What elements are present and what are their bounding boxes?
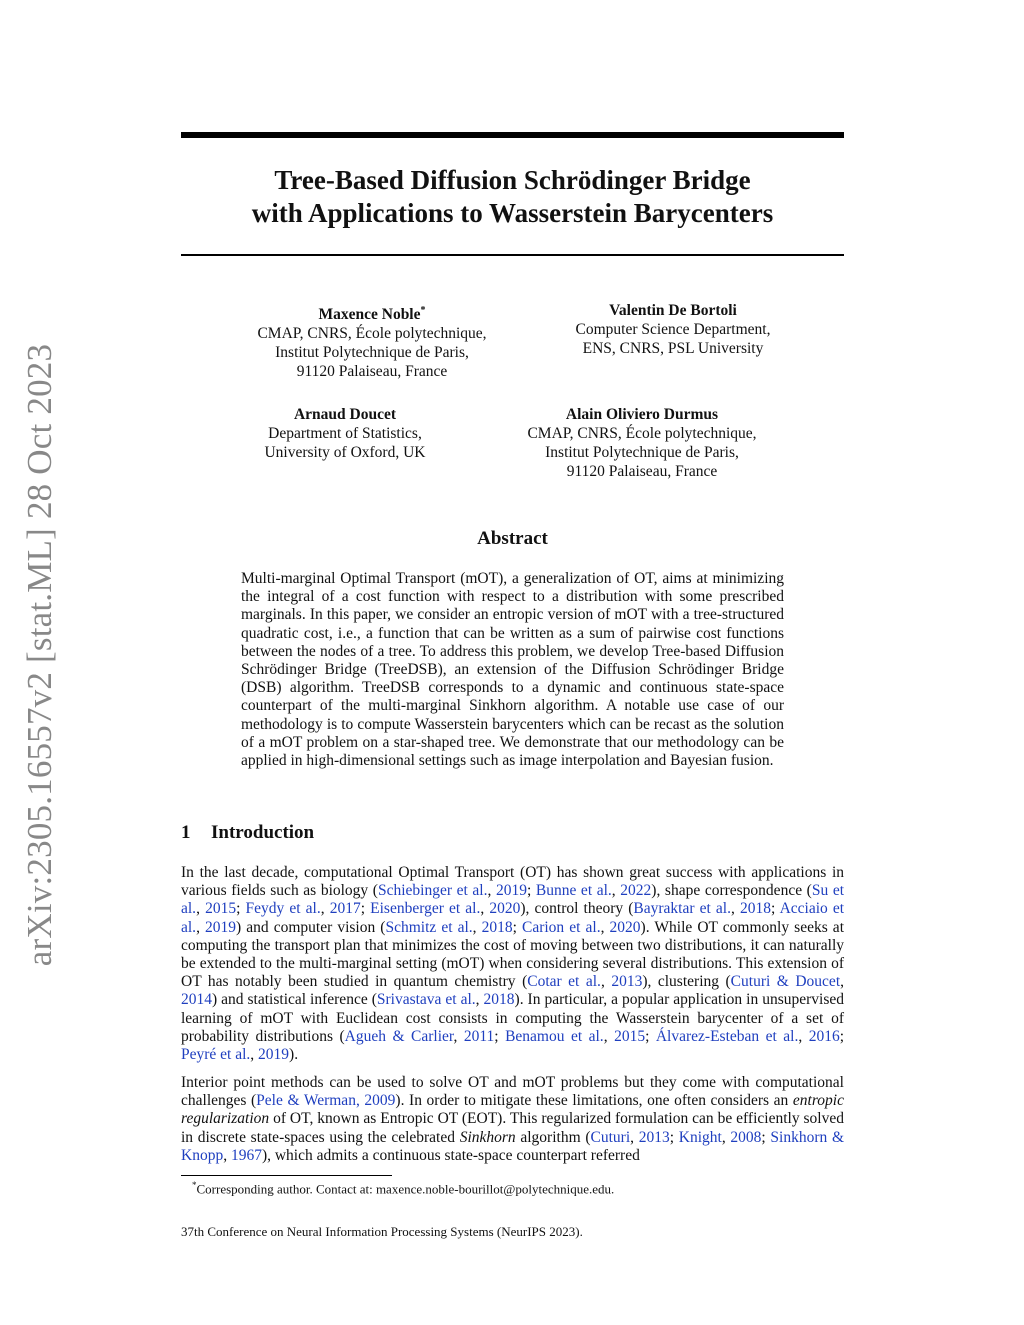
citation-link[interactable]: 2019 — [205, 918, 237, 936]
author-name: Alain Oliviero Durmus — [565, 406, 719, 423]
author-affiliation: University of Oxford, UK — [264, 444, 426, 461]
author-name: Maxence Noble* — [318, 305, 426, 324]
body-text: ) and computer vision ( — [236, 918, 386, 936]
body-text: ). In particular, a popular application in unsupervised learning of mOT with Euclidean cost consists in computing the Wasserstein barycenter of a set of probability distributions ( — [181, 991, 844, 1045]
body-text: , — [223, 1146, 231, 1164]
body-text: , — [475, 991, 484, 1009]
title-rule-bottom — [181, 254, 844, 256]
body-text: ; — [526, 882, 536, 900]
citation-link[interactable]: Cuturi & Doucet — [730, 973, 841, 991]
citation-link[interactable]: Agueh & Carlier — [344, 1027, 454, 1045]
section-heading — [181, 822, 314, 844]
citation-link[interactable]: 2008 — [730, 1128, 762, 1146]
body-text: ), clustering ( — [642, 973, 731, 991]
abstract-heading: Abstract — [477, 528, 548, 549]
citation-link[interactable]: 2013 — [611, 973, 643, 991]
body-text: , — [196, 900, 206, 918]
author-affiliation: Computer Science Department, — [575, 321, 771, 338]
citation-link[interactable]: 2013 — [638, 1128, 670, 1146]
citation-link[interactable]: Srivastava et al. — [376, 991, 476, 1009]
body-text: , — [721, 1128, 731, 1146]
emphasis-text: Sinkhorn — [459, 1128, 516, 1146]
body-text: , — [630, 1128, 639, 1146]
body-text: , — [480, 900, 490, 918]
body-text: , — [196, 918, 206, 936]
citation-link[interactable]: 2011 — [463, 1027, 495, 1045]
body-text: , — [731, 900, 740, 918]
intro-paragraph-2 — [181, 1074, 844, 1165]
citation-link[interactable]: 2015 — [614, 1027, 646, 1045]
citation-link[interactable]: Sinkhorn & Knopp — [181, 1128, 845, 1164]
body-text: , — [603, 1027, 615, 1045]
body-text: , — [472, 918, 482, 936]
author-affiliation: CMAP, CNRS, École polytechnique, — [527, 425, 757, 442]
citation-link[interactable]: Schiebinger et al. — [377, 882, 488, 900]
body-text: ), shape correspondence ( — [651, 882, 812, 900]
body-text: , — [840, 973, 844, 991]
citation-link[interactable]: 2018 — [483, 991, 515, 1009]
abstract-text: Multi-marginal Optimal Transport (mOT), a generalization of OT, aims at minimizing the integral of a cost function with respect to a distribution with some prescribed marginals. In this paper, we consider an entropic version of mOT with a tree-structured quadratic cost, i.e., a function that can be written as a sum of pairwise cost functions between the nodes of a tree. To address this problem, we develop Tree-based Diffusion Schrödinger Bridge (TreeDSB), an extension of the Diffusion Schrödinger Bridge (DSB) algorithm. TreeDSB corresponds to a dynamic and continuous state-space counterpart of the multi-marginal Sinkhorn algorithm. A notable use case of our methodology is to compute Wasserstein barycenters which can be recast as the solution of a mOT problem on a star-shaped tree. We demonstrate that our methodology can be applied in high-dimensional settings such as image interpolation and Bayesian fusion. — [241, 570, 784, 770]
author-name: Valentin De Bortoli — [609, 302, 737, 319]
body-text: ; — [494, 1027, 506, 1045]
author-name: Arnaud Doucet — [293, 406, 397, 423]
intro-paragraph-1 — [181, 864, 844, 1064]
body-text: ; — [761, 1128, 771, 1146]
body-text: ; — [669, 1128, 679, 1146]
author-block-4 — [512, 405, 772, 481]
body-text: , — [600, 973, 612, 991]
citation-link[interactable]: Su et al. — [181, 882, 845, 918]
citation-link[interactable]: Cotar et al. — [527, 973, 601, 991]
citation-link[interactable]: 2015 — [205, 900, 237, 918]
citation-link[interactable]: Benamou et al. — [505, 1027, 604, 1045]
footnote-text: Corresponding author. Contact at: maxence.noble-bourillot@polytechnique.edu. — [196, 1181, 615, 1197]
body-text: ; — [360, 900, 371, 918]
body-text: ), which admits a continuous state-space counterpart referred — [261, 1146, 640, 1164]
body-text: ; — [645, 1027, 656, 1045]
body-text: ; — [236, 900, 246, 918]
section-title: Introduction — [211, 822, 315, 843]
body-text: ). While OT commonly seeks at computing the transport plan that minimizes the cost of moving between two distributions, it can naturally be extended to the multi-marginal setting (mOT) when considering several distributions. This extension of OT has notably been studied in quantum chemistry ( — [181, 918, 844, 991]
citation-link[interactable]: Cuturi — [590, 1128, 631, 1146]
citation-link[interactable]: 2020 — [489, 900, 521, 918]
body-text: In the last decade, computational Optimal Transport (OT) has shown great success with applications in various fields such as biology ( — [181, 864, 844, 900]
author-block-3 — [215, 405, 475, 462]
body-text: , — [320, 900, 330, 918]
citation-link[interactable]: Álvarez-Esteban et al. — [655, 1027, 799, 1045]
author-block-1 — [242, 301, 502, 381]
body-text: ) and statistical inference ( — [212, 991, 377, 1009]
citation-link[interactable]: 2019 — [258, 1046, 290, 1064]
body-text: ). In order to mitigate these limitations, one often considers an — [395, 1092, 793, 1110]
body-text: ; — [839, 1027, 845, 1045]
citation-link[interactable]: Knight — [678, 1128, 722, 1146]
citation-link[interactable]: Bunne et al. — [535, 882, 612, 900]
citation-link[interactable]: 2020 — [609, 918, 641, 936]
citation-link[interactable]: Feydy et al. — [245, 900, 321, 918]
body-text: , — [611, 882, 621, 900]
title-line-2: with Applications to Wasserstein Barycenters — [251, 198, 774, 228]
title-rule-top — [181, 132, 844, 138]
body-text: , — [453, 1027, 464, 1045]
citation-link[interactable]: Pele & Werman, 2009 — [256, 1092, 396, 1110]
author-affiliation: 91120 Palaiseau, France — [296, 363, 448, 381]
citation-link[interactable]: 2022 — [620, 882, 652, 900]
body-text: , — [487, 882, 496, 900]
author-affiliation: Institut Polytechnique de Paris, — [275, 344, 469, 362]
paper-title — [181, 164, 844, 230]
citation-link[interactable]: 2018 — [740, 900, 771, 918]
body-text: , — [600, 918, 610, 936]
title-line-1: Tree-Based Diffusion Schrödinger Bridge — [274, 165, 751, 195]
citation-link[interactable]: 2019 — [495, 882, 527, 900]
citation-link[interactable]: Schmitz et al. — [385, 918, 473, 936]
footnote-rule — [181, 1175, 392, 1176]
citation-link[interactable]: Acciaio et al. — [181, 900, 845, 936]
citation-link[interactable]: 1967 — [230, 1146, 262, 1164]
conference-note: 37th Conference on Neural Information Processing Systems (NeurIPS 2023). — [181, 1224, 583, 1239]
footnote — [192, 1180, 614, 1197]
citation-link[interactable]: 2014 — [181, 991, 212, 1009]
body-text: ; — [512, 918, 522, 936]
author-affiliation: ENS, CNRS, PSL University — [582, 340, 764, 357]
author-block-2 — [543, 301, 803, 358]
body-text: ; — [771, 900, 780, 918]
body-text: Interior point methods can be used to solve OT and mOT problems but they come with computational challenges ( — [181, 1074, 844, 1110]
body-text: of OT, known as Entropic OT (EOT). This regularized formulation can be efficiently solved in discrete state-spaces using the celebrated — [181, 1110, 844, 1146]
citation-link[interactable]: 2017 — [329, 900, 361, 918]
author-affiliation: 91120 Palaiseau, France — [566, 463, 718, 480]
citation-link[interactable]: Bayraktar et al. — [633, 900, 731, 918]
footnote-mark: * — [192, 1180, 197, 1190]
citation-link[interactable]: Eisenberger et al. — [370, 900, 481, 918]
author-affiliation: Institut Polytechnique de Paris, — [545, 444, 739, 461]
section-number: 1 — [181, 822, 191, 843]
citation-link[interactable]: Peyré et al. — [181, 1046, 251, 1064]
body-text: ), control theory ( — [520, 900, 634, 918]
author-affiliation: Department of Statistics, — [268, 425, 422, 442]
emphasis-text: entropic regularization — [181, 1092, 844, 1128]
citation-link[interactable]: 2018 — [481, 918, 513, 936]
citation-link[interactable]: Carion et al. — [522, 918, 601, 936]
body-text: algorithm ( — [515, 1128, 591, 1146]
citation-link[interactable]: 2016 — [808, 1027, 840, 1045]
body-text: , — [250, 1046, 259, 1064]
body-text: , — [798, 1027, 809, 1045]
arxiv-stamp: arXiv:2305.16557v2 [stat.ML] 28 Oct 2023 — [20, 343, 59, 967]
author-affiliation: CMAP, CNRS, École polytechnique, — [257, 325, 487, 343]
body-text: ). — [289, 1046, 299, 1064]
